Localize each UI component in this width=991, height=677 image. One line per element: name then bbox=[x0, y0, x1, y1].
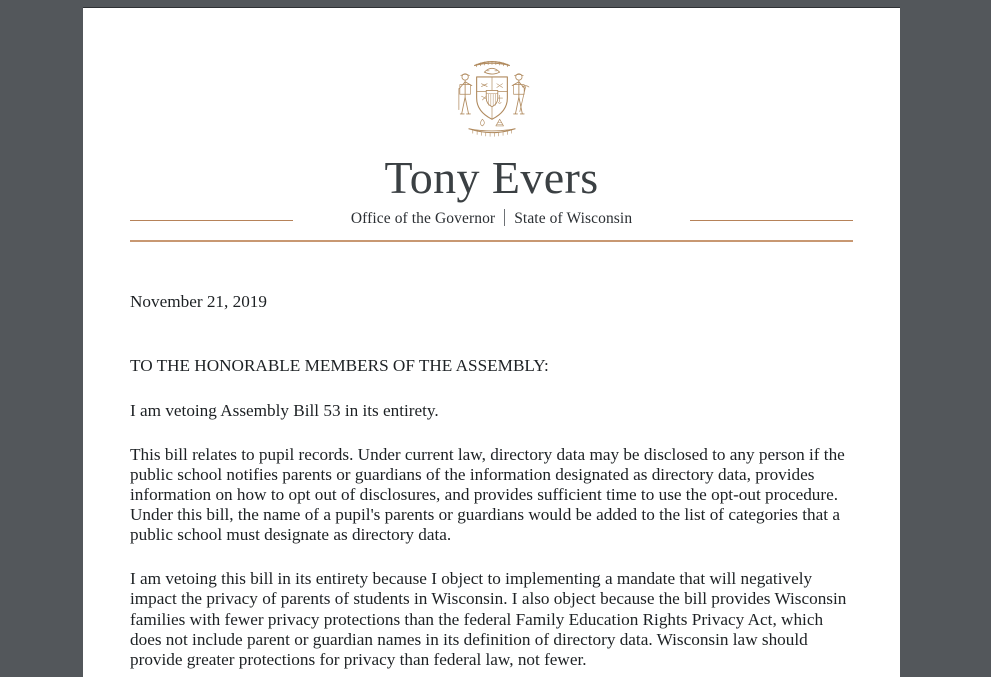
governor-name: Tony Evers bbox=[384, 152, 599, 203]
letterhead-rule-right bbox=[690, 220, 853, 221]
office-label: Office of the Governor bbox=[350, 210, 496, 228]
letter-body bbox=[83, 292, 900, 670]
state-label: State of Wisconsin bbox=[514, 210, 633, 228]
letterhead-rule-full bbox=[130, 240, 853, 242]
letterhead-rule-left bbox=[130, 220, 293, 221]
letter-date: November 21, 2019 bbox=[130, 292, 267, 312]
letterhead-tagline-row bbox=[83, 209, 900, 233]
letter-paragraph: I am vetoing Assembly Bill 53 in its entirety. bbox=[130, 400, 439, 420]
document-page bbox=[83, 7, 900, 677]
letterhead-tagline bbox=[351, 209, 632, 228]
letter-paragraph: I am vetoing this bill in its entirety because I object to implementing a mandate that will negatively impact the privacy of parents of students in Wisconsin. I also object because the bill provides Wisconsin families with fewer privacy protections than the federal Family Education Rights Privacy Act, which does not include parent or guardian names in its definition of directory data. Wisconsin law should provide greater protections for privacy than federal law, not fewer. bbox=[130, 569, 847, 669]
letter-paragraph: This bill relates to pupil records. Under current law, directory data may be disclosed to any person if the public school notifies parents or guardians of the information designated as directory data, provides information on how to opt out of disclosures, and provides sufficient time to use the opt-out procedure. Under this bill, the name of a pupil's parents or guardians would be added to the list of categories that a public school must designate as directory data. bbox=[130, 444, 845, 545]
letterhead bbox=[83, 8, 900, 242]
letter-salutation: TO THE HONORABLE MEMBERS OF THE ASSEMBLY: bbox=[130, 356, 549, 376]
wisconsin-state-coat-of-arms-icon bbox=[444, 52, 540, 148]
tagline-separator-icon bbox=[504, 209, 505, 226]
